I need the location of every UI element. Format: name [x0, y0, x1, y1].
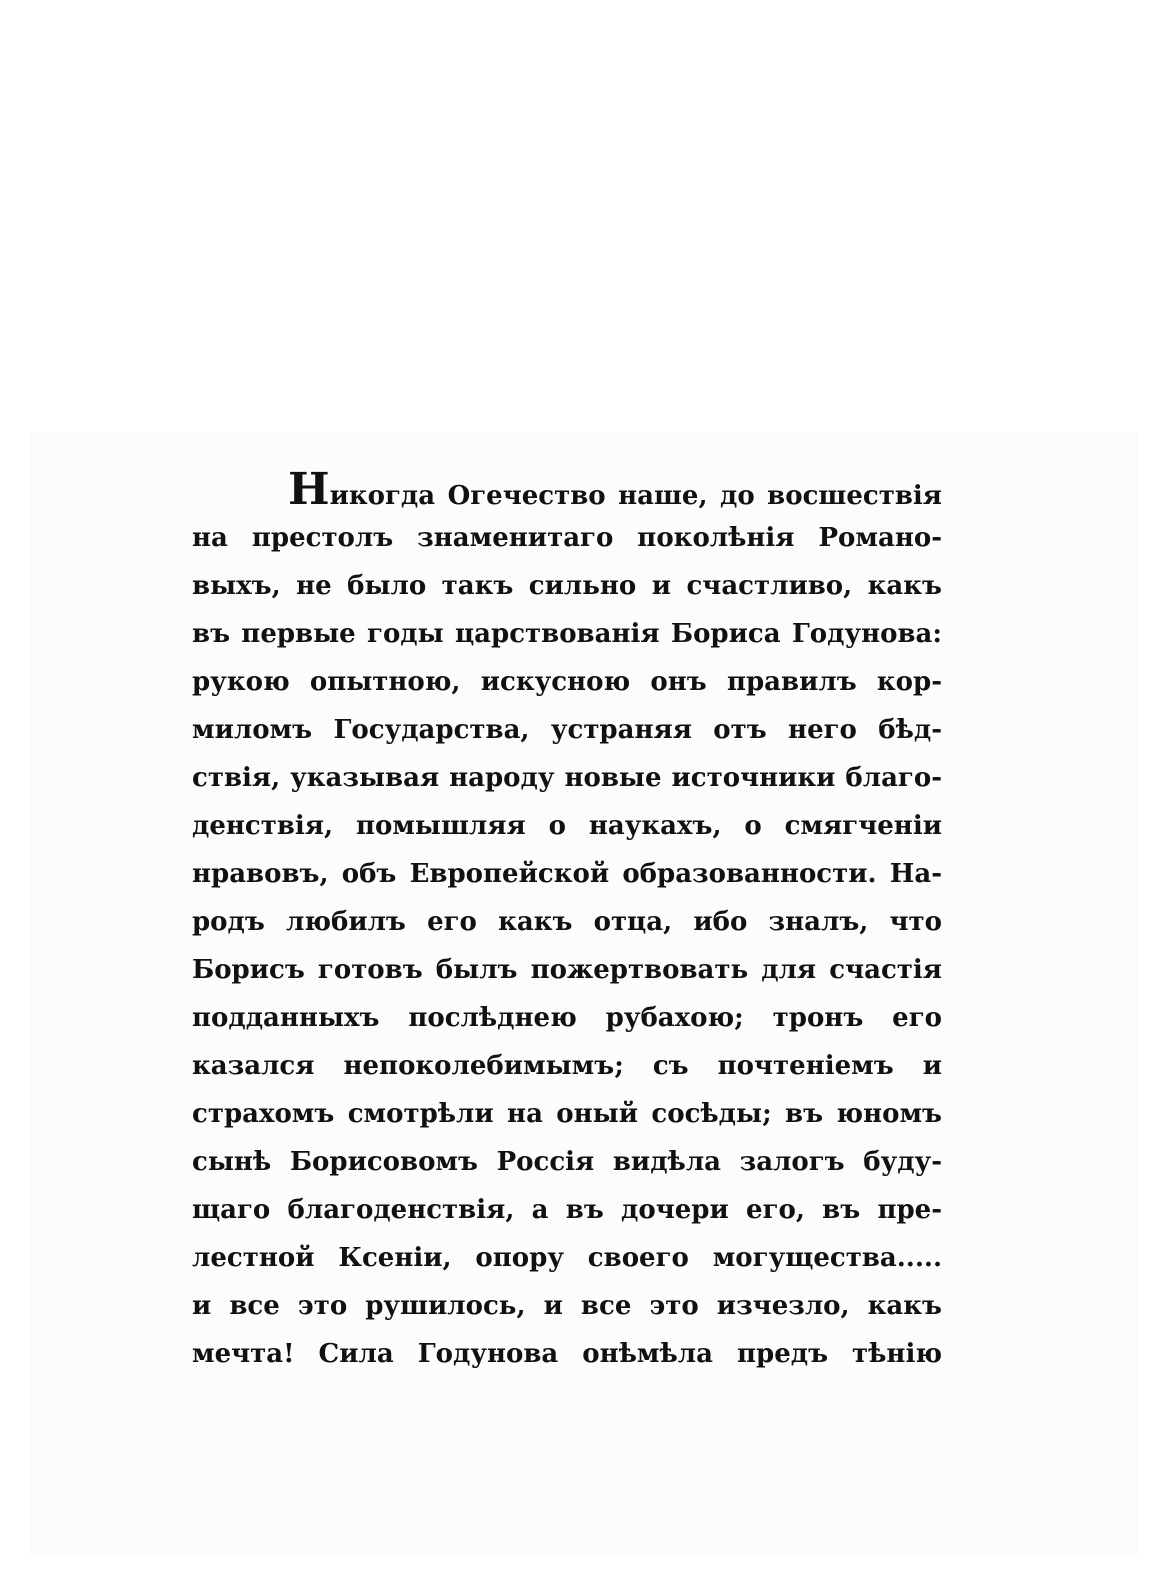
- text-line-3: выхъ, не было такъ сильно и счастливо, какъ: [192, 571, 942, 601]
- text-line-18: и все это рушилось, и все это изчезло, какъ: [192, 1291, 942, 1321]
- text-line-13: казался непоколебимымъ; съ почтеніемъ и: [192, 1051, 942, 1081]
- text-line-15: сынѣ Борисовомъ Россія видѣла залогъ буду-: [192, 1147, 942, 1177]
- text-line-14: страхомъ смотрѣли на оный сосѣды; въ юномъ: [192, 1099, 942, 1129]
- text-line-17: лестной Ксеніи, опору своего могущества.....: [192, 1243, 942, 1273]
- text-line-4: въ первые годы царствованія Бориса Годунова:: [192, 619, 942, 649]
- first-line-text: икогда Огечество наше, до восшествія: [329, 481, 942, 511]
- text-line-6: миломъ Государства, устраняя отъ него бѣд-: [192, 715, 942, 745]
- text-line-2: на престолъ знаменитаго поколѣнія Романо-: [192, 523, 942, 553]
- text-line-8: денствія, помышляя о наукахъ, о смягченіи: [192, 811, 942, 841]
- text-line-10: родъ любилъ его какъ отца, ибо зналъ, что: [192, 907, 942, 937]
- text-line-12: подданныхъ послѣднею рубахою; тронъ его: [192, 1003, 942, 1033]
- text-line-5: рукою опытною, искусною онъ правилъ кор-: [192, 667, 942, 697]
- text-line-9: нравовъ, объ Европейской образованности. На-: [192, 859, 942, 889]
- drop-cap: Н: [288, 464, 330, 515]
- text-line-16: щаго благоденствія, а въ дочери его, въ пре-: [192, 1195, 942, 1225]
- text-line-7: ствія, указывая народу новые источники благо-: [192, 763, 942, 793]
- text-line-19: мечта! Сила Годунова онѣмѣла предъ тѣнію: [192, 1339, 942, 1369]
- text-line-11: Борисъ готовъ былъ пожертвовать для счастія: [192, 955, 942, 985]
- text-line-1: [192, 466, 942, 514]
- body-text: [192, 466, 942, 1378]
